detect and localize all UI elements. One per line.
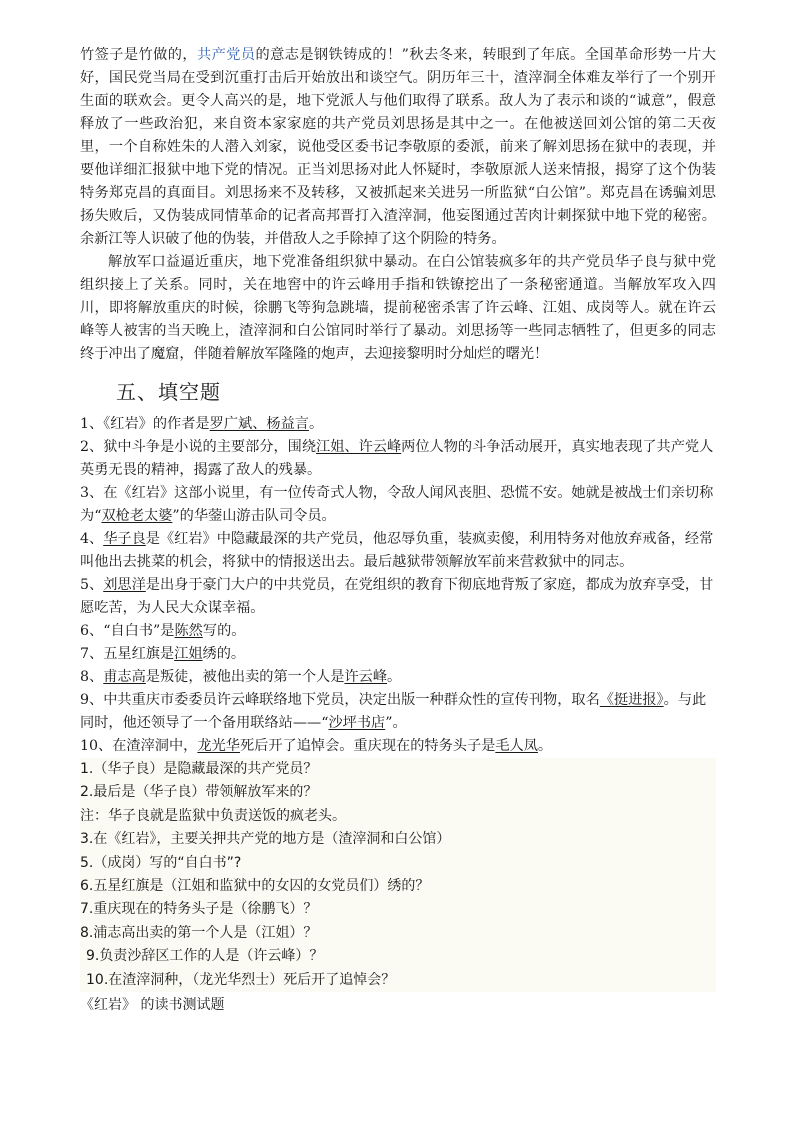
footer-title: 《红岩》 的读书测试题 (80, 997, 225, 1014)
fill-question-1: 1、《红岩》的作者是罗广斌、杨益言。 (80, 416, 324, 432)
qa-item: 6.五星红旗是（江姐和监狱中的女囚的女党员们）绣的？ (80, 878, 430, 895)
fill-question-7: 7、五星红旗是江姐绣的。 (80, 646, 246, 662)
answer: 沙坪书店 (328, 715, 386, 731)
fill-question-10: 10、在渣滓洞中，龙光华死后开了追悼会。重庆现在的特务头子是毛人凤。 (80, 738, 553, 754)
story-text: 竹签子是竹做的， (80, 47, 197, 63)
answer: 龙光华 (197, 738, 240, 754)
fill-question-8: 8、甫志高是叛徒，被他出卖的第一个人是许云峰。 (80, 669, 402, 685)
fill-question-6: 6、“自白书”是陈然写的。 (80, 623, 246, 639)
document-page (80, 44, 716, 1016)
fill-question-3: 3、在《红岩》这部小说里，有一位传奇式人物，令敌人闻风丧胆、恐慌不安。她就是被战士们亲切称为“双枪老太婆”的华蓥山游击队司令员。 (80, 485, 714, 524)
answer: 刘思洋 (103, 577, 146, 593)
qa-item: 1.（华子良）是隐藏最深的共产党员？ (80, 761, 318, 777)
answer: 甫志高 (103, 669, 146, 685)
qa-item: 5.（成岗）写的“自白书”? (80, 854, 242, 871)
qa-note: 注：华子良就是监狱中负责送饭的疯老头。 (80, 807, 346, 824)
answer: 江姐 (174, 646, 203, 662)
answer: 《挺进报》 (599, 692, 664, 708)
fill-question-9: 9、中共重庆市委委员许云峰联络地下党员，决定出版一种群众性的宣传刊物，取名《挺进报》。与此同时，他还领导了一个备用联络站——“沙坪书店”。 (80, 692, 707, 731)
story-text: 的意志是钢铁铸成的！”秋去冬来，转眼到了年底。全国革命形势一片大好，国民党当局在受到沉重打击后开始放出和谈空气。阴历年三十，渣滓洞全体难友举行了一个别开生面的联欢会。更令人高兴的是，地下党派人与他们取得了联系。敌人为了表示和谈的“诚意”，假意释放了一些政治犯，来自资本家家庭的共产党员刘思扬是其中之一。在他被送回刘公馆的第二天夜里，一个自称姓朱的人潜入刘家，说他受区委书记李敬原的委派，前来了解刘思扬在狱中的表现，并要他详细汇报狱中地下党的情况。正当刘思扬对此人怀疑时，李敬原派人送来情报，揭穿了这个伪装特务郑克昌的真面目。刘思扬来不及转移，又被抓起来关进另一所监狱“白公馆”。郑克昌在诱骗刘思扬失败后，又伪装成同情革命的记者高邦晋打入渣滓洞，他妄图通过苦肉计刺探狱中地下党的秘密。余新江等人识破了他的伪装，并借敌人之手除掉了这个阴险的特务。 (80, 47, 716, 247)
highlighted-term: 共产党员 (196, 47, 256, 63)
answer: 江姐、许云峰 (316, 439, 402, 455)
qa-list (80, 758, 716, 992)
answer: 华子良 (103, 531, 146, 547)
story-paragraph-1 (80, 44, 716, 251)
qa-item: 7.重庆现在的特务头子是（徐鹏飞）？ (80, 901, 318, 918)
answer: 陈然 (174, 623, 203, 639)
qa-item: 10.在渣滓洞种，（龙光华烈士）死后开了追悼会？ (86, 971, 396, 988)
qa-item: 3.在《红岩》，主要关押共产党的地方是（渣滓洞和白公馆） (80, 831, 451, 848)
answer: 罗广斌、杨益言 (209, 416, 309, 432)
fill-question-4: 4、华子良是《红岩》中隐藏最深的共产党员，他忍辱负重，装疯卖傻，利用特务对他放弃戒备，经常叫他出去挑菜的机会，将狱中的情报送出去。最后越狱带领解放军前来营救狱中的同志。 (80, 531, 714, 570)
answer: 许云峰 (344, 669, 388, 685)
story-paragraph-2: 解放军口益逼近重庆，地下党准备组织狱中暴动。在白公馆装疯多年的共产党员华子良与狱中党组织接上了关系。同时，关在地窖中的许云峰用手指和铁镣挖出了一条秘密通道。当解放军攻入四川，即将解放重庆的时候，徐鹏飞等狗急跳墙，提前秘密杀害了许云峰、江姐、成岗等人。就在许云峰等人被害的当天晚上，渣滓洞和白公馆同时举行了暴动。刘思扬等一些同志牺牲了，但更多的同志终于冲出了魔窟，伴随着解放军隆隆的炮声，去迎接黎明时分灿烂的曙光！ (80, 254, 716, 362)
answer: 毛人凤 (495, 738, 538, 754)
qa-item: 9.负责沙辞区工作的人是（许云峰）？ (86, 948, 324, 965)
answer: 双枪老太婆 (101, 508, 173, 524)
qa-item: 2.最后是（华子良）带领解放军来的？ (80, 784, 318, 801)
fill-question-2: 2、狱中斗争是小说的主要部分，围绕江姐、许云峰两位人物的斗争活动展开，真实地表现了共产党人英勇无畏的精神，揭露了敌人的残暴。 (80, 439, 714, 478)
qa-item: 8.浦志高出卖的第一个人是（江姐）？ (80, 924, 318, 941)
section-title: 五、填空题 (116, 380, 221, 404)
fill-question-5: 5、刘思洋是出身于豪门大户的中共党员，在党组织的教育下彻底地背叛了家庭，都成为放弃享受，甘愿吃苦，为人民大众谋幸福。 (80, 577, 714, 616)
